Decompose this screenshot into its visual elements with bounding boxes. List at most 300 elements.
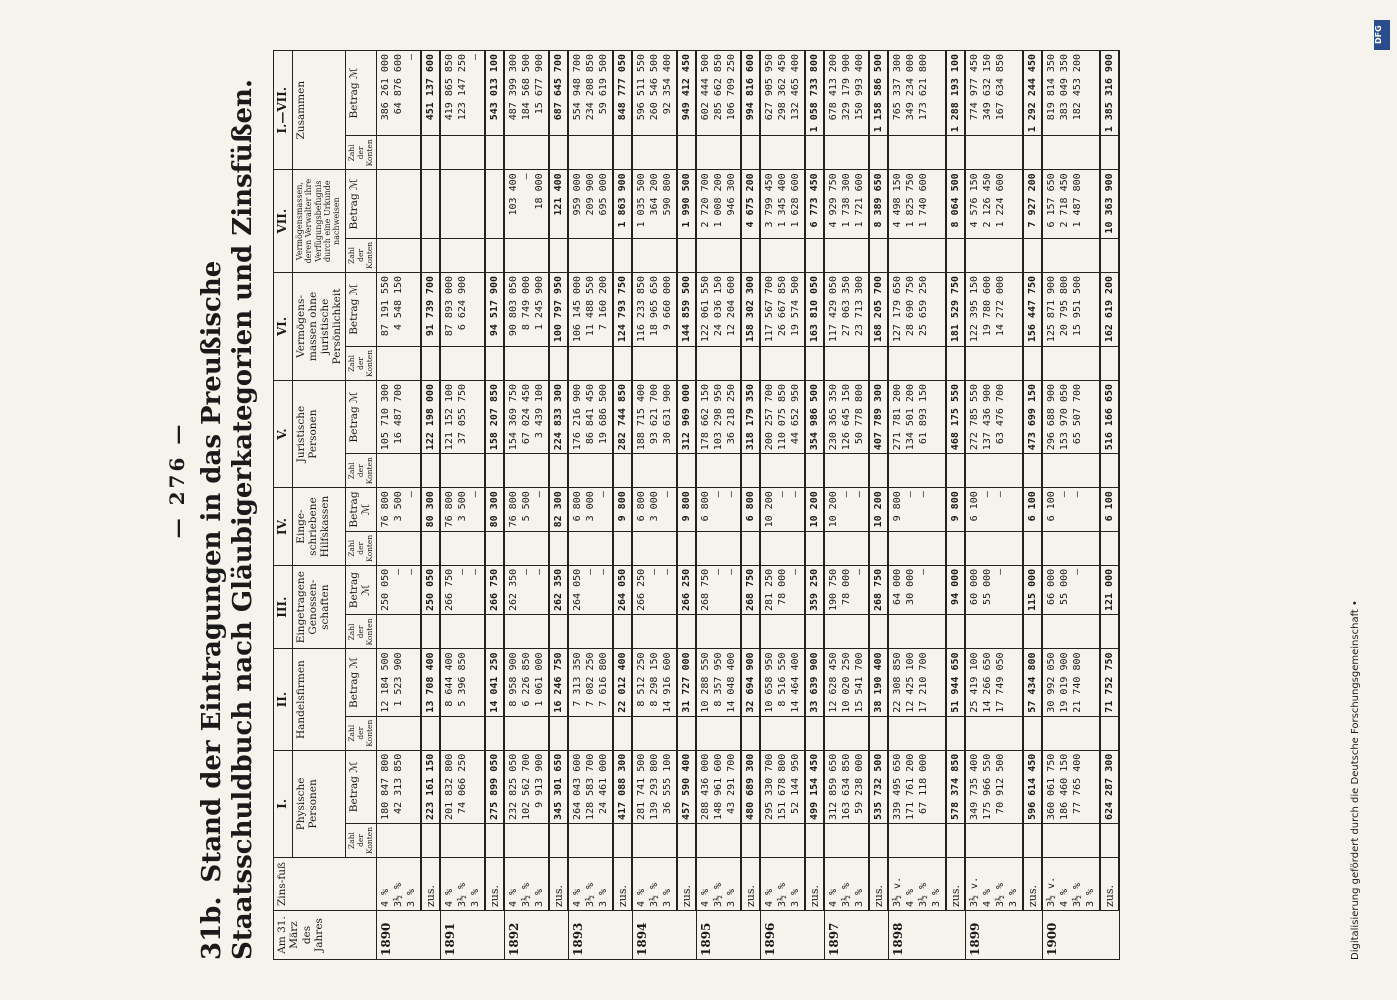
amount-cell: 87 893 000 6 624 900 (440, 272, 485, 346)
count-cell (549, 823, 568, 857)
sum-cell: 596 614 450 (1023, 750, 1042, 823)
count-cell (440, 823, 485, 857)
year-cell: 1890 (377, 911, 441, 960)
table-row (760, 51, 805, 960)
count-cell (741, 346, 760, 380)
amount-cell: 66 000 55 000 — (1042, 565, 1100, 615)
amount-cell: 176 216 900 86 841 450 19 686 500 (568, 380, 613, 453)
amount-cell: 266 750 — — (440, 565, 485, 615)
amount-cell: 349 735 400 175 966 550 70 912 500 (965, 750, 1023, 823)
count-cell (965, 531, 1023, 565)
sum-cell: 345 301 650 (549, 750, 568, 823)
sum-cell: 473 699 150 (1023, 380, 1042, 453)
count-cell (869, 531, 888, 565)
sum-cell: 1 385 316 900 (1100, 51, 1119, 136)
count-cell (485, 531, 504, 565)
sum-cell: 262 350 (549, 565, 568, 615)
amount-cell: 76 800 3 500 — (440, 488, 485, 532)
count-cell (696, 238, 741, 272)
count-cell (965, 346, 1023, 380)
amount-cell: 266 250 — — (632, 565, 677, 615)
amount-header: Betrag ℳ (346, 51, 377, 136)
digitization-note (1350, 20, 1370, 980)
page-number: — 276 — (165, 421, 189, 539)
year-cell: 1899 (965, 911, 1042, 960)
amount-header: Betrag ℳ (346, 488, 377, 532)
table-row (632, 51, 677, 960)
count-cell (568, 823, 613, 857)
amount-cell: 8 644 400 5 396 850 (440, 649, 485, 716)
rate-cell: 4 % 3½ % 3 % (377, 858, 422, 911)
count-cell (696, 716, 741, 750)
amount-cell: 125 871 900 20 795 800 15 951 500 (1042, 272, 1100, 346)
count-cell (869, 454, 888, 488)
group-3: III. (274, 565, 293, 649)
count-cell (888, 136, 946, 170)
count-cell (485, 823, 504, 857)
count-cell (869, 615, 888, 649)
count-cell (741, 531, 760, 565)
sum-cell (485, 170, 504, 239)
rate-cell: 4 % 3½ % 3 % (696, 858, 741, 911)
count-cell (1042, 716, 1100, 750)
col-rate: Zins-fuß (274, 858, 377, 911)
count-cell (613, 346, 632, 380)
table-row (888, 51, 946, 960)
rate-cell: 4 % 3½ % 3 % (440, 858, 485, 911)
sum-cell: 82 300 (549, 488, 568, 532)
count-cell (888, 716, 946, 750)
sum-cell: 57 434 800 (1023, 649, 1042, 716)
amount-header: Betrag ℳ (346, 272, 377, 346)
count-cell (632, 823, 677, 857)
sum-label: zus. (805, 858, 824, 911)
sum-cell: 318 179 350 (741, 380, 760, 453)
count-cell (440, 346, 485, 380)
sum-cell: 9 800 (946, 488, 965, 532)
amount-cell: 8 958 900 6 226 850 1 061 000 (504, 649, 549, 716)
sum-cell: 71 752 750 (1100, 649, 1119, 716)
count-cell (805, 716, 824, 750)
sum-row (421, 51, 440, 960)
table-row (1042, 51, 1100, 960)
count-cell (568, 136, 613, 170)
amount-cell: 10 200 — — (824, 488, 869, 532)
sum-cell: 6 773 450 (805, 170, 824, 239)
group-7-name: Vermögensmassen, deren Verwalter ihre Verfügungsbefugnis durch eine Urkunde nachweisen (293, 170, 346, 273)
count-cell (1042, 823, 1100, 857)
amount-cell: 296 688 900 153 970 050 65 507 700 (1042, 380, 1100, 453)
count-cell (1100, 346, 1119, 380)
sum-cell: 9 800 (613, 488, 632, 532)
count-cell (965, 716, 1023, 750)
count-cell (568, 615, 613, 649)
count-cell (1042, 238, 1100, 272)
amount-cell: 6 800 3 000 — (568, 488, 613, 532)
count-cell (741, 716, 760, 750)
sum-cell: 4 675 200 (741, 170, 760, 239)
group-7: VII. (274, 170, 293, 273)
count-cell (1100, 454, 1119, 488)
amount-cell: 122 061 550 24 036 150 12 204 600 (696, 272, 741, 346)
sum-row (485, 51, 504, 960)
count-cell (741, 615, 760, 649)
table-row (965, 51, 1023, 960)
amount-cell: 154 369 750 67 024 450 3 439 100 (504, 380, 549, 453)
sum-cell: 100 797 950 (549, 272, 568, 346)
amount-cell: 264 043 600 128 583 700 24 461 000 (568, 750, 613, 823)
count-cell (760, 531, 805, 565)
sum-cell: 162 619 200 (1100, 272, 1119, 346)
sum-cell: 1 158 586 500 (869, 51, 888, 136)
amount-cell: 30 992 050 19 019 900 21 740 800 (1042, 649, 1100, 716)
count-cell (613, 823, 632, 857)
count-cell (1023, 454, 1042, 488)
count-cell (1023, 823, 1042, 857)
count-cell (1042, 615, 1100, 649)
amount-header: Betrag ℳ (346, 565, 377, 615)
count-cell (377, 136, 422, 170)
count-cell (485, 454, 504, 488)
sum-cell: 312 969 000 (677, 380, 696, 453)
sum-cell: 359 250 (805, 565, 824, 615)
data-table (273, 50, 1120, 960)
rate-cell: 4 % 3½ % 3 % (504, 858, 549, 911)
count-cell (440, 716, 485, 750)
sum-cell: 16 246 750 (549, 649, 568, 716)
year-cell: 1896 (760, 911, 824, 960)
count-cell (946, 136, 965, 170)
amount-cell: 288 436 000 148 961 600 43 291 700 (696, 750, 741, 823)
count-cell (677, 531, 696, 565)
sum-cell: 124 793 750 (613, 272, 632, 346)
sum-label: zus. (1100, 858, 1119, 911)
sum-cell: 1 863 900 (613, 170, 632, 239)
count-cell (568, 716, 613, 750)
amount-cell: 2 720 700 1 008 200 946 300 (696, 170, 741, 239)
count-cell (504, 531, 549, 565)
count-cell (1100, 531, 1119, 565)
sum-row (946, 51, 965, 960)
count-cell (869, 823, 888, 857)
sum-cell: 144 859 500 (677, 272, 696, 346)
count-cell (805, 346, 824, 380)
amount-cell: 87 191 550 4 548 150 (377, 272, 422, 346)
count-cell (760, 454, 805, 488)
count-cell (869, 346, 888, 380)
count-cell (485, 615, 504, 649)
count-cell (741, 454, 760, 488)
count-cell (805, 454, 824, 488)
sum-cell: 121 000 (1100, 565, 1119, 615)
sum-cell: 687 645 700 (549, 51, 568, 136)
count-cell (824, 238, 869, 272)
year-cell: 1892 (504, 911, 568, 960)
count-cell (549, 531, 568, 565)
count-cell (440, 238, 485, 272)
rate-cell: 3½ v. 4 % 3½ % 3 % (888, 858, 946, 911)
sum-cell: 94 517 900 (485, 272, 504, 346)
sum-cell: 8 064 500 (946, 170, 965, 239)
count-cell (888, 238, 946, 272)
sum-cell: 8 389 650 (869, 170, 888, 239)
sum-cell: 22 012 400 (613, 649, 632, 716)
digitization-text: Digitalisierung gefördert durch die Deutsche Forschungsgemeinschaft • (1350, 600, 1361, 960)
count-cell (377, 454, 422, 488)
amount-cell: 25 419 100 14 266 650 17 749 050 (965, 649, 1023, 716)
amount-cell: 419 865 850 123 147 250 — (440, 51, 485, 136)
count-cell (677, 346, 696, 380)
count-header: Zahl der Konten (346, 716, 377, 750)
count-cell (549, 238, 568, 272)
amount-cell: 76 800 5 500 — (504, 488, 549, 532)
amount-header: Betrag ℳ (346, 649, 377, 716)
rotated-page (165, 0, 1397, 960)
amount-cell: 678 413 200 329 179 900 150 993 400 (824, 51, 869, 136)
amount-cell: 9 800 — — (888, 488, 946, 532)
sum-row (613, 51, 632, 960)
amount-header: Betrag ℳ (346, 750, 377, 823)
amount-cell: 12 628 450 10 020 250 15 541 700 (824, 649, 869, 716)
count-cell (421, 238, 440, 272)
count-cell (421, 531, 440, 565)
count-cell (824, 454, 869, 488)
amount-cell: 271 781 200 134 501 200 61 893 150 (888, 380, 946, 453)
sum-cell: 80 300 (421, 488, 440, 532)
sum-cell: 457 590 400 (677, 750, 696, 823)
count-cell (965, 823, 1023, 857)
amount-cell: 10 288 550 8 357 950 14 048 400 (696, 649, 741, 716)
sum-label: zus. (946, 858, 965, 911)
count-cell (421, 823, 440, 857)
sum-label: zus. (677, 858, 696, 911)
amount-cell: 201 832 800 74 066 250 (440, 750, 485, 823)
sum-cell: 275 899 050 (485, 750, 504, 823)
count-cell (677, 238, 696, 272)
sum-cell: 80 300 (485, 488, 504, 532)
count-cell (421, 346, 440, 380)
amount-cell: 360 061 750 186 460 150 77 765 400 (1042, 750, 1100, 823)
sum-cell: 499 154 450 (805, 750, 824, 823)
sum-cell: 848 777 050 (613, 51, 632, 136)
amount-cell (440, 170, 485, 239)
sum-cell: 51 944 650 (946, 649, 965, 716)
count-cell (568, 238, 613, 272)
sum-cell: 122 198 000 (421, 380, 440, 453)
amount-cell: 230 365 350 126 645 150 50 778 800 (824, 380, 869, 453)
sum-cell: 624 287 300 (1100, 750, 1119, 823)
sum-cell: 6 800 (741, 488, 760, 532)
sum-cell: 282 744 850 (613, 380, 632, 453)
count-cell (549, 454, 568, 488)
amount-cell: 103 400 — 18 000 (504, 170, 549, 239)
count-cell (741, 823, 760, 857)
sum-cell (421, 170, 440, 239)
amount-header: Betrag ℳ (346, 380, 377, 453)
count-cell (568, 346, 613, 380)
count-cell (504, 716, 549, 750)
amount-cell: 4 576 150 2 126 450 1 224 600 (965, 170, 1023, 239)
count-cell (613, 615, 632, 649)
count-cell (613, 531, 632, 565)
sum-cell: 994 816 600 (741, 51, 760, 136)
amount-cell: 7 313 350 7 082 250 7 616 800 (568, 649, 613, 716)
count-cell (613, 454, 632, 488)
group-4-name: Einge-schriebene Hilfskassen (293, 488, 346, 566)
amount-cell: 106 145 000 11 488 550 7 160 200 (568, 272, 613, 346)
sum-cell: 224 833 300 (549, 380, 568, 453)
amount-cell: 295 330 700 151 678 800 52 144 950 (760, 750, 805, 823)
group-5-name: Juristische Personen (293, 380, 346, 487)
count-cell (504, 346, 549, 380)
count-cell (504, 454, 549, 488)
sum-cell: 91 739 700 (421, 272, 440, 346)
count-cell (888, 615, 946, 649)
sum-cell: 451 137 600 (421, 51, 440, 136)
count-cell (677, 615, 696, 649)
amount-cell: 1 035 500 364 200 590 800 (632, 170, 677, 239)
amount-cell: 386 261 000 64 876 600 — (377, 51, 422, 136)
sum-label: zus. (485, 858, 504, 911)
count-cell (632, 238, 677, 272)
count-cell (760, 238, 805, 272)
count-cell (440, 531, 485, 565)
count-cell (632, 716, 677, 750)
sum-cell: 354 986 500 (805, 380, 824, 453)
sum-cell: 268 750 (869, 565, 888, 615)
sum-cell: 578 374 850 (946, 750, 965, 823)
sum-cell: 223 161 150 (421, 750, 440, 823)
rate-cell: 3½ v. 4 % 3½ % 3 % (1042, 858, 1100, 911)
count-cell (1042, 136, 1100, 170)
sum-cell: 417 088 300 (613, 750, 632, 823)
amount-cell: 190 750 78 000 — (824, 565, 869, 615)
count-cell (1100, 823, 1119, 857)
count-cell (440, 454, 485, 488)
sum-row (1100, 51, 1119, 960)
count-cell (869, 136, 888, 170)
count-cell (824, 615, 869, 649)
count-cell (1042, 346, 1100, 380)
amount-cell: 6 157 650 2 718 450 1 487 800 (1042, 170, 1100, 239)
count-cell (377, 716, 422, 750)
year-cell: 1895 (696, 911, 760, 960)
count-cell (824, 136, 869, 170)
table-row (377, 51, 422, 960)
count-cell (946, 454, 965, 488)
amount-cell: 6 800 — — (696, 488, 741, 532)
sum-cell: 158 302 300 (741, 272, 760, 346)
amount-cell: 312 859 650 163 634 850 59 238 000 (824, 750, 869, 823)
rate-cell: 4 % 3½ % 3 % (760, 858, 805, 911)
table-row (696, 51, 741, 960)
count-cell (504, 823, 549, 857)
count-cell (946, 346, 965, 380)
count-cell (824, 823, 869, 857)
amount-cell (377, 170, 422, 239)
count-cell (805, 238, 824, 272)
group-6-name: Vermögens-massen ohne juristische Persönlichkeit (293, 272, 346, 380)
group-6: VI. (274, 272, 293, 380)
amount-cell: 121 152 100 37 055 750 (440, 380, 485, 453)
sum-cell: 264 050 (613, 565, 632, 615)
group-total: I.—VII. (274, 51, 293, 170)
amount-cell: 262 350 — — (504, 565, 549, 615)
count-cell (549, 136, 568, 170)
count-cell (568, 531, 613, 565)
rate-cell: 3½ v. 4 % 3½ % 3 % (965, 858, 1023, 911)
count-cell (888, 531, 946, 565)
amount-cell: 10 200 — — (760, 488, 805, 532)
sum-row (549, 51, 568, 960)
table-body (377, 51, 1120, 960)
amount-cell: 188 715 400 93 621 700 30 631 900 (632, 380, 677, 453)
count-cell (696, 531, 741, 565)
title-text: Stand der Eintragungen in das Preußische Staatsschuldbuch nach Gläubigerkategorien und Zinsfüßen. (197, 79, 259, 960)
year-cell: 1894 (632, 911, 696, 960)
amount-cell: 232 825 050 102 562 700 9 913 900 (504, 750, 549, 823)
count-cell (696, 136, 741, 170)
sum-cell: 1 288 193 100 (946, 51, 965, 136)
amount-cell: 12 184 500 1 523 900 (377, 649, 422, 716)
sum-label: zus. (421, 858, 440, 911)
count-cell (1023, 346, 1042, 380)
table-row (440, 51, 485, 960)
sum-cell: 480 689 300 (741, 750, 760, 823)
table-row (504, 51, 549, 960)
group-1-name: Physische Personen (293, 750, 346, 857)
sum-cell: 516 166 650 (1100, 380, 1119, 453)
amount-cell: 4 498 150 1 825 750 1 740 600 (888, 170, 946, 239)
amount-cell: 116 233 850 18 965 650 9 660 000 (632, 272, 677, 346)
count-cell (965, 615, 1023, 649)
amount-cell: 819 814 350 383 049 350 182 453 200 (1042, 51, 1100, 136)
sum-cell: 156 447 750 (1023, 272, 1042, 346)
group-2-name: Handelsfirmen (293, 649, 346, 750)
sum-cell: 38 190 400 (869, 649, 888, 716)
count-cell (888, 454, 946, 488)
sum-cell: 121 400 (549, 170, 568, 239)
amount-cell: 117 567 700 26 667 850 19 574 500 (760, 272, 805, 346)
group-3-name: Eingetragene Genossen-schaften (293, 565, 346, 649)
count-cell (421, 615, 440, 649)
sum-cell: 32 694 900 (741, 649, 760, 716)
group-5: V. (274, 380, 293, 487)
amount-cell: 6 800 3 000 — (632, 488, 677, 532)
count-cell (805, 531, 824, 565)
table-row (568, 51, 613, 960)
sum-row (869, 51, 888, 960)
dfg-logo: DFG (1374, 20, 1390, 50)
count-cell (377, 346, 422, 380)
count-cell (1100, 716, 1119, 750)
count-cell (696, 823, 741, 857)
sum-cell: 468 175 550 (946, 380, 965, 453)
amount-cell: 268 750 — — (696, 565, 741, 615)
count-header: Zahl der Konten (346, 454, 377, 488)
sum-row (677, 51, 696, 960)
count-cell (824, 716, 869, 750)
sum-cell: 158 207 850 (485, 380, 504, 453)
rate-cell: 4 % 3½ % 3 % (568, 858, 613, 911)
sum-cell: 1 990 500 (677, 170, 696, 239)
sum-cell: 10 363 900 (1100, 170, 1119, 239)
sum-row (1023, 51, 1042, 960)
count-cell (946, 531, 965, 565)
count-cell (946, 716, 965, 750)
amount-cell: 200 257 700 110 075 850 44 652 950 (760, 380, 805, 453)
count-cell (504, 615, 549, 649)
